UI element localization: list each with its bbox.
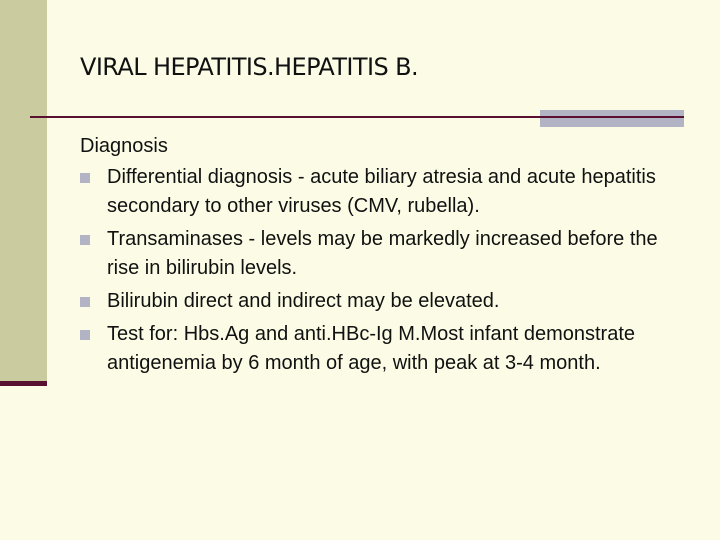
bullet-text: Transaminases - levels may be markedly increased before the rise in bilirubin levels.	[107, 228, 658, 279]
bullet-text: Bilirubin direct and indirect may be elevated.	[107, 290, 500, 312]
side-decoration-foot	[0, 381, 47, 386]
slide-content	[80, 132, 690, 382]
bullet-text: Differential diagnosis - acute biliary atresia and acute hepatitis secondary to other viruses (CMV, rubella).	[107, 166, 656, 217]
bullet-item	[80, 163, 690, 221]
square-bullet-icon	[80, 235, 90, 245]
square-bullet-icon	[80, 330, 90, 340]
bullet-text: Test for: Hbs.Ag and anti.HBc-Ig M.Most infant demonstrate antigenemia by 6 month of age, with peak at 3-4 month.	[107, 323, 636, 374]
square-bullet-icon	[80, 297, 90, 307]
section-heading: Diagnosis	[80, 135, 168, 157]
side-decoration-bar	[0, 0, 47, 383]
bullet-item	[80, 287, 690, 316]
bullet-item	[80, 320, 690, 378]
divider-accent-block	[540, 110, 684, 127]
bullet-list	[80, 163, 690, 378]
slide-title: VIRAL HEPATITIS.HEPATITIS B.	[80, 53, 418, 81]
square-bullet-icon	[80, 173, 90, 183]
bullet-item	[80, 225, 690, 283]
